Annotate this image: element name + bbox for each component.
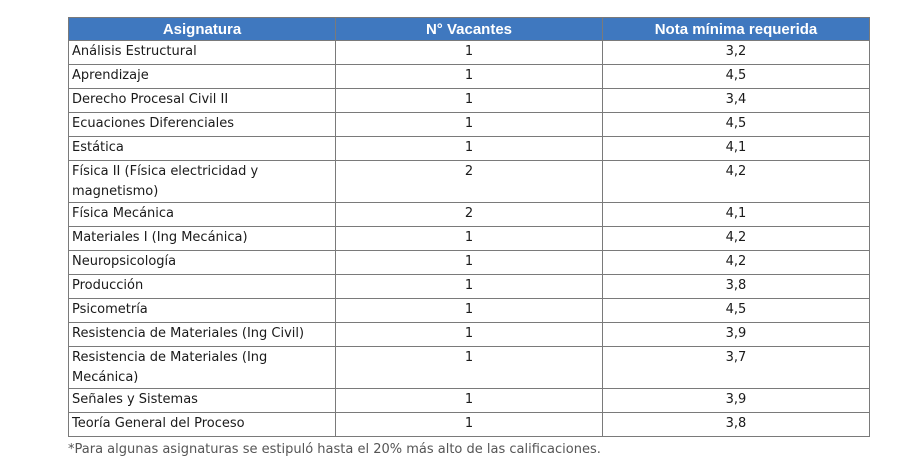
table-row bbox=[69, 227, 870, 251]
vacancies-cell: 1 bbox=[336, 65, 603, 89]
table-row bbox=[69, 161, 870, 203]
table-row bbox=[69, 137, 870, 161]
table-row bbox=[69, 251, 870, 275]
footnote: *Para algunas asignaturas se estipuló hasta el 20% más alto de las calificaciones. bbox=[68, 442, 601, 457]
min-grade-cell: 3,8 bbox=[603, 275, 870, 299]
vacancies-table bbox=[68, 17, 870, 437]
table-row bbox=[69, 389, 870, 413]
subject-cell: Neuropsicología bbox=[69, 251, 336, 275]
subject-cell: Aprendizaje bbox=[69, 65, 336, 89]
min-grade-cell: 3,7 bbox=[603, 347, 870, 389]
vacancies-cell: 1 bbox=[336, 413, 603, 437]
table-row bbox=[69, 323, 870, 347]
min-grade-cell: 4,1 bbox=[603, 203, 870, 227]
subject-cell: Psicometría bbox=[69, 299, 336, 323]
vacancies-cell: 1 bbox=[336, 299, 603, 323]
min-grade-cell: 3,9 bbox=[603, 323, 870, 347]
table-row bbox=[69, 413, 870, 437]
subject-cell: Producción bbox=[69, 275, 336, 299]
table-row bbox=[69, 65, 870, 89]
subject-cell: Resistencia de Materiales (Ing Civil) bbox=[69, 323, 336, 347]
table-row bbox=[69, 41, 870, 65]
subject-cell: Materiales I (Ing Mecánica) bbox=[69, 227, 336, 251]
min-grade-cell: 4,5 bbox=[603, 299, 870, 323]
header-nota-minima: Nota mínima requerida bbox=[603, 18, 870, 41]
vacancies-cell: 1 bbox=[336, 323, 603, 347]
vacancies-cell: 1 bbox=[336, 251, 603, 275]
subject-cell: Estática bbox=[69, 137, 336, 161]
min-grade-cell: 4,2 bbox=[603, 251, 870, 275]
vacancies-cell: 1 bbox=[336, 41, 603, 65]
min-grade-cell: 4,1 bbox=[603, 137, 870, 161]
subject-cell: Derecho Procesal Civil II bbox=[69, 89, 336, 113]
table-row bbox=[69, 347, 870, 389]
vacancies-cell: 1 bbox=[336, 347, 603, 389]
vacancies-cell: 1 bbox=[336, 275, 603, 299]
subject-cell: Física II (Física electricidad y magnetismo) bbox=[69, 161, 336, 203]
table-body bbox=[69, 41, 870, 437]
table-row bbox=[69, 89, 870, 113]
table-row bbox=[69, 113, 870, 137]
min-grade-cell: 4,2 bbox=[603, 161, 870, 203]
min-grade-cell: 3,2 bbox=[603, 41, 870, 65]
vacancies-cell: 1 bbox=[336, 137, 603, 161]
min-grade-cell: 3,4 bbox=[603, 89, 870, 113]
table-row bbox=[69, 203, 870, 227]
table-row bbox=[69, 299, 870, 323]
subject-cell: Ecuaciones Diferenciales bbox=[69, 113, 336, 137]
vacancies-cell: 2 bbox=[336, 161, 603, 203]
min-grade-cell: 4,5 bbox=[603, 65, 870, 89]
vacancies-cell: 1 bbox=[336, 389, 603, 413]
subject-cell: Señales y Sistemas bbox=[69, 389, 336, 413]
subject-cell: Análisis Estructural bbox=[69, 41, 336, 65]
subject-cell: Física Mecánica bbox=[69, 203, 336, 227]
subject-cell: Resistencia de Materiales (Ing Mecánica) bbox=[69, 347, 336, 389]
vacancies-cell: 2 bbox=[336, 203, 603, 227]
header-asignatura: Asignatura bbox=[69, 18, 336, 41]
min-grade-cell: 4,5 bbox=[603, 113, 870, 137]
vacancies-cell: 1 bbox=[336, 89, 603, 113]
subject-cell: Teoría General del Proceso bbox=[69, 413, 336, 437]
vacancies-cell: 1 bbox=[336, 113, 603, 137]
vacancies-cell: 1 bbox=[336, 227, 603, 251]
table-row bbox=[69, 275, 870, 299]
min-grade-cell: 3,9 bbox=[603, 389, 870, 413]
min-grade-cell: 4,2 bbox=[603, 227, 870, 251]
min-grade-cell: 3,8 bbox=[603, 413, 870, 437]
header-vacantes: N° Vacantes bbox=[336, 18, 603, 41]
table-header-row bbox=[69, 18, 870, 41]
